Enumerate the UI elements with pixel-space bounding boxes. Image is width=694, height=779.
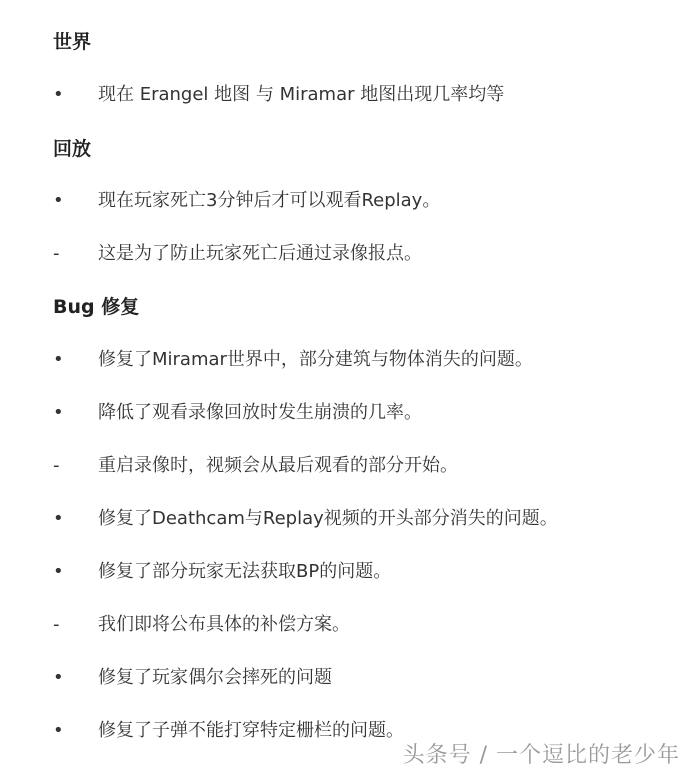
- list-item-text: 修复了子弹不能打穿特定栅栏的问题。: [98, 720, 404, 741]
- source-watermark: 头条号 / 一个逗比的老少年: [402, 743, 680, 768]
- dash-marker: -: [53, 455, 60, 476]
- list-item: [0, 83, 694, 107]
- bullet-marker: •: [53, 349, 64, 370]
- list-item: [0, 242, 694, 266]
- list-item-text: 这是为了防止玩家死亡后通过录像报点。: [98, 243, 422, 264]
- list-item-text: 修复了部分玩家无法获取BP的问题。: [98, 561, 392, 582]
- bullet-marker: •: [53, 667, 64, 688]
- list-item-text: 我们即将公布具体的补偿方案。: [98, 614, 350, 635]
- bullet-marker: •: [53, 84, 64, 105]
- list-item: [0, 454, 694, 478]
- list-item: [0, 613, 694, 637]
- list-item-text: 修复了Deathcam与Replay视频的开头部分消失的问题。: [98, 508, 558, 529]
- list-item: [0, 560, 694, 584]
- bullet-marker: •: [53, 720, 64, 741]
- bullet-marker: •: [53, 508, 64, 529]
- list-item: [0, 507, 694, 531]
- dash-marker: -: [53, 614, 60, 635]
- section-heading-world: 世界: [53, 31, 92, 53]
- bullet-marker: •: [53, 561, 64, 582]
- list-item-text: 现在 Erangel 地图 与 Miramar 地图出现几率均等: [98, 84, 505, 105]
- list-item-text: 现在玩家死亡3分钟后才可以观看Replay。: [98, 190, 441, 211]
- list-item: [0, 189, 694, 213]
- dash-marker: -: [53, 243, 60, 264]
- list-item: [0, 401, 694, 425]
- list-item-text: 修复了玩家偶尔会摔死的问题: [98, 667, 332, 688]
- list-item: [0, 348, 694, 372]
- section-heading-replay: 回放: [53, 138, 92, 160]
- bullet-marker: •: [53, 190, 64, 211]
- list-item-text: 重启录像时，视频会从最后观看的部分开始。: [98, 455, 458, 476]
- list-item-text: 降低了观看录像回放时发生崩溃的几率。: [98, 402, 422, 423]
- bullet-marker: •: [53, 402, 64, 423]
- list-item-text: 修复了Miramar世界中，部分建筑与物体消失的问题。: [98, 349, 533, 370]
- list-item: [0, 666, 694, 690]
- section-heading-bug-fixes: Bug 修复: [53, 296, 140, 318]
